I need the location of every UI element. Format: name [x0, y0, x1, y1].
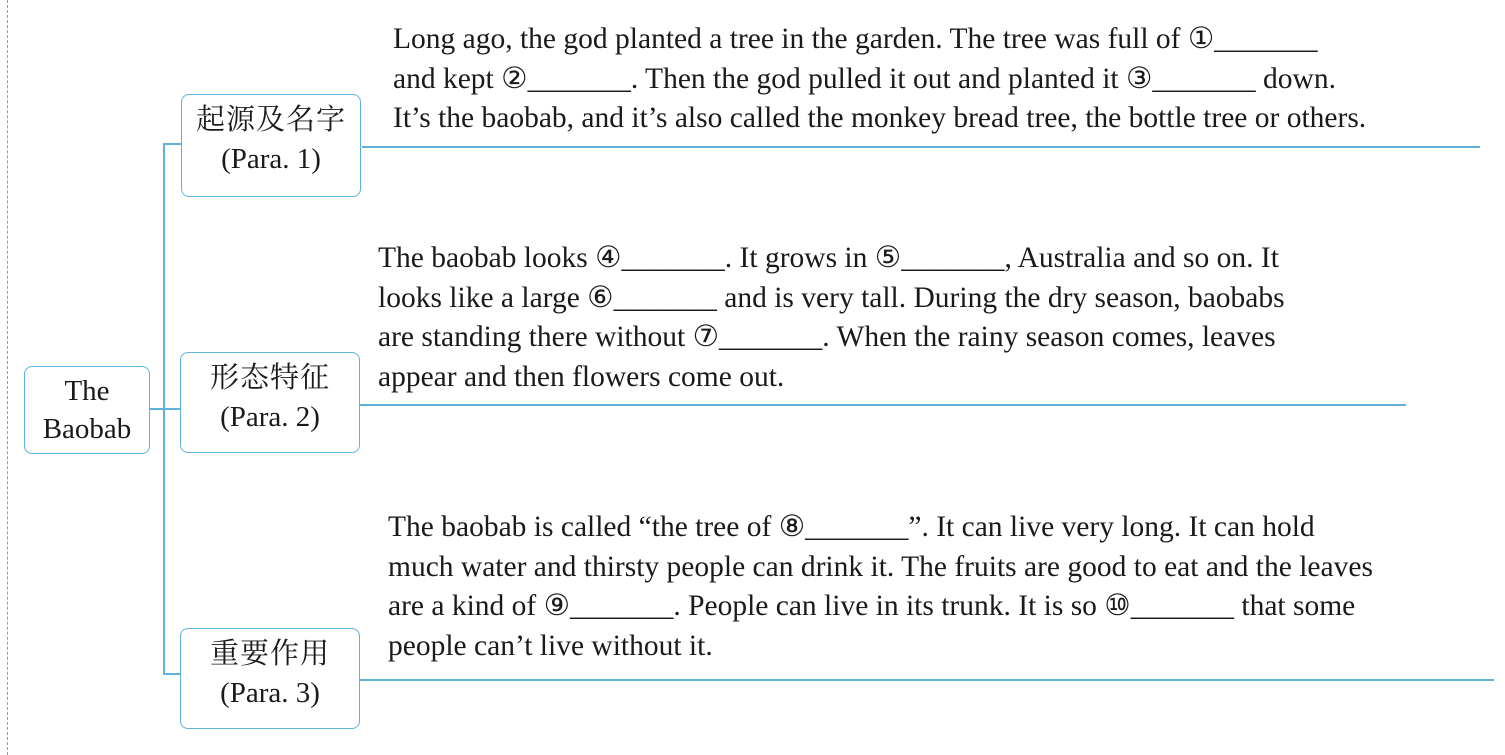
text-line: The baobab looks ④_______. It grows in ⑤_______, Australia and so on. It	[378, 242, 1279, 274]
root-title-line-1: The	[64, 375, 110, 407]
section-para-label: (Para. 2)	[220, 401, 320, 433]
section-2-text	[378, 239, 1285, 397]
section-1-text	[393, 20, 1366, 139]
root-title-line-2: Baobab	[42, 413, 132, 445]
text-line: much water and thirsty people can drink it. The fruits are good to eat and the leaves	[388, 550, 1373, 583]
root-node	[24, 366, 150, 454]
section-2-underline	[349, 404, 1406, 406]
section-title: 起源及名字	[195, 102, 346, 136]
text-line: It’s the baobab, and it’s also called the monkey bread tree, the bottle tree or others.	[393, 102, 1367, 134]
text-line: are standing there without ⑦_______. When the rainy season comes, leaves	[378, 321, 1276, 353]
text-line: appear and then flowers come out.	[378, 360, 785, 393]
section-node-features	[180, 352, 360, 453]
section-title: 重要作用	[209, 636, 330, 670]
text-line: and kept ②_______. Then the god pulled it out and planted it ③_______ down.	[393, 62, 1336, 95]
section-para-label: (Para. 3)	[220, 677, 320, 709]
branch-connector-1	[163, 143, 181, 145]
section-1-underline	[362, 146, 1480, 148]
root-connector	[150, 408, 164, 410]
section-node-origin	[181, 94, 361, 197]
text-line: Long ago, the god planted a tree in the garden. The tree was full of ①_______	[393, 23, 1318, 55]
section-para-label: (Para. 1)	[221, 143, 321, 175]
branch-connector-2	[163, 408, 180, 410]
text-line: people can’t live without it.	[388, 629, 713, 662]
section-3-text	[388, 508, 1373, 666]
page-edge-dashed-line	[7, 0, 8, 755]
text-line: are a kind of ⑨_______. People can live in its trunk. It is so ⑩_______ that some	[388, 590, 1356, 622]
text-line: The baobab is called “the tree of ⑧_______”. It can live very long. It can hold	[388, 511, 1315, 543]
section-node-uses	[180, 628, 360, 729]
section-title: 形态特征	[209, 360, 330, 394]
text-line: looks like a large ⑥_______ and is very tall. During the dry season, baobabs	[378, 281, 1285, 314]
section-3-underline	[349, 679, 1494, 681]
branch-connector-3	[163, 673, 180, 675]
